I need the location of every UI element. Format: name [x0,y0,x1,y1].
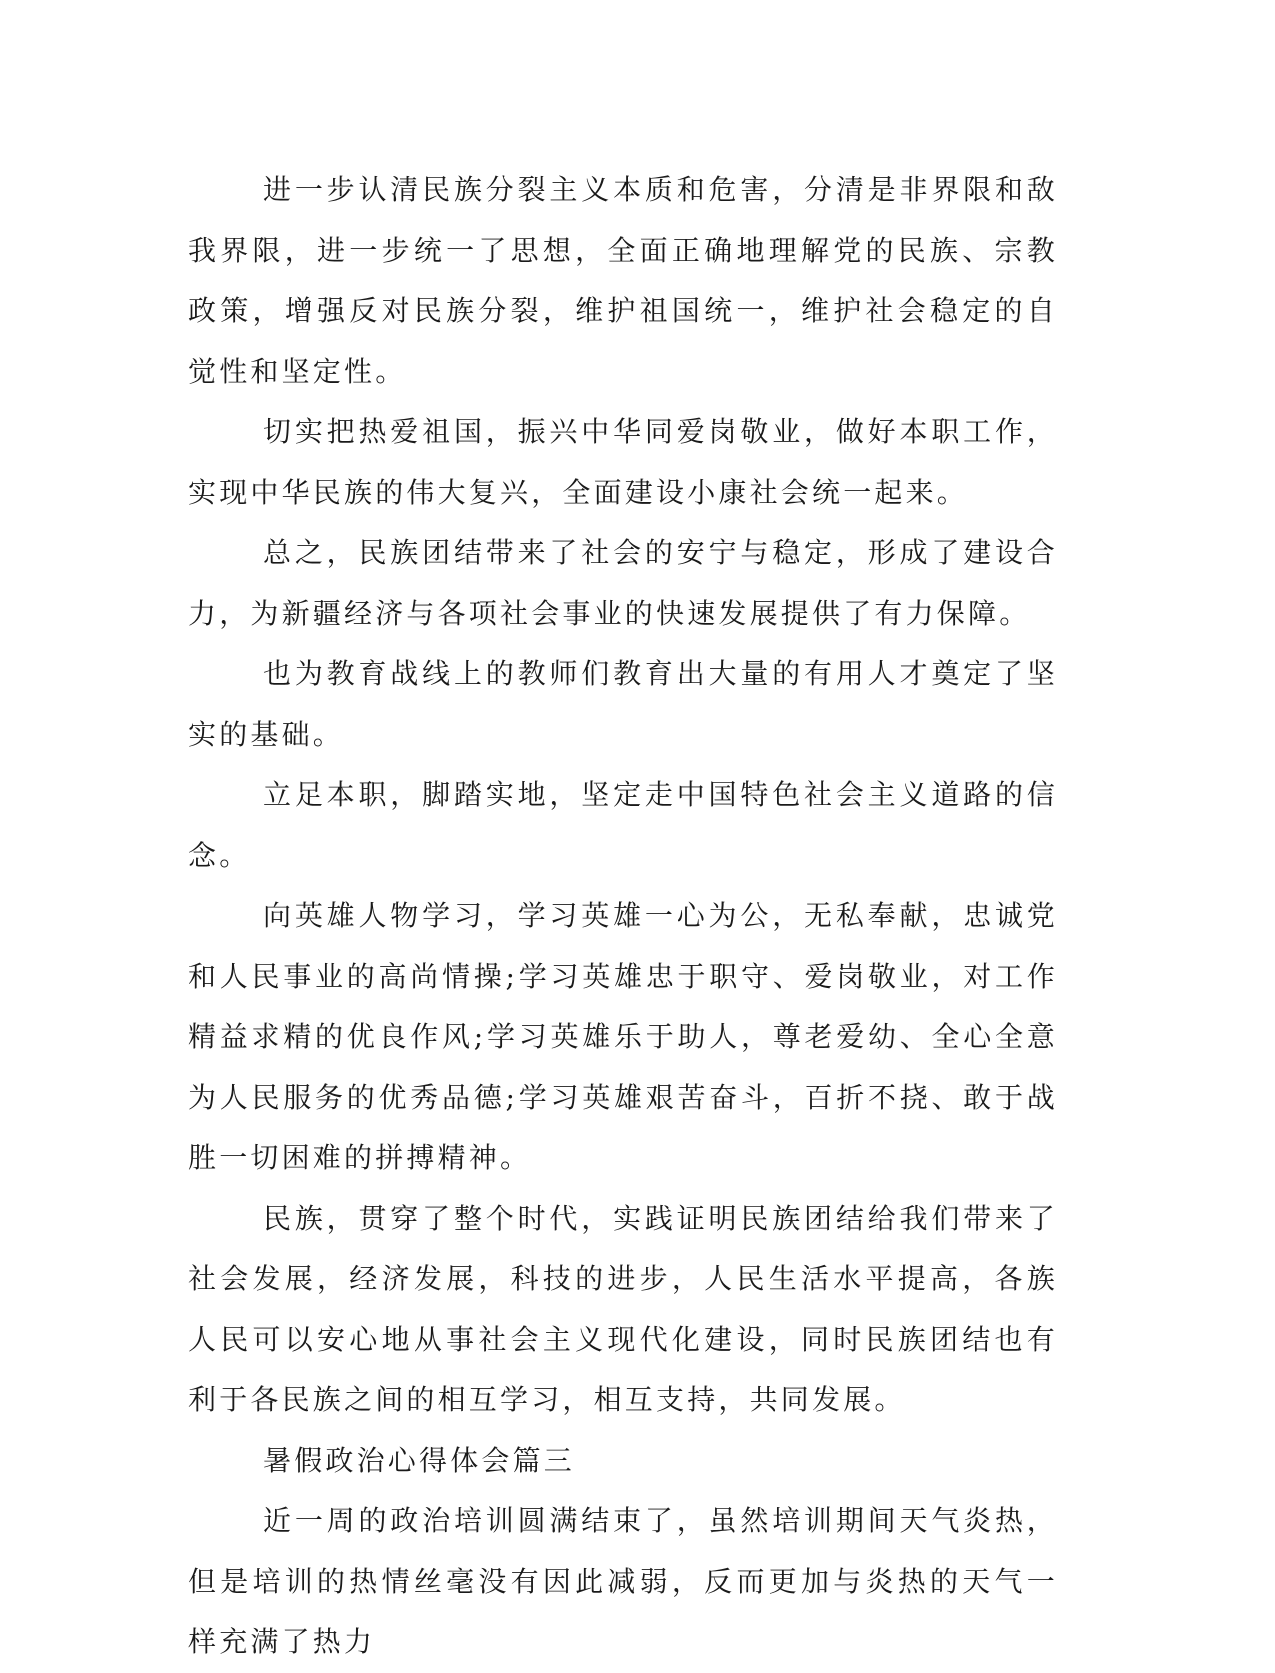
paragraph-7: 民族，贯穿了整个时代，实践证明民族团结给我们带来了社会发展，经济发展，科技的进步，人民生活水平提高，各族人民可以安心地从事社会主义现代化建设，同时民族团结也有利于各民族之间的相互学习，相互支持，共同发展。 [188,1201,1058,1416]
paragraph-1: 进一步认清民族分裂主义本质和危害，分清是非界限和敌我界限，进一步统一了思想，全面正确地理解党的民族、宗教政策，增强反对民族分裂，维护祖国统一，维护社会稳定的自觉性和坚定性。 [188,173,1058,388]
paragraph-6: 向英雄人物学习，学习英雄一心为公，无私奉献，忠诚党和人民事业的高尚情操;学习英雄忠于职守、爱岗敬业，对工作精益求精的优良作风;学习英雄乐于助人，尊老爱幼、全心全意为人民服务的优秀品德;学习英雄艰苦奋斗，百折不挠、敢于战胜一切困难的拼搏精神。 [188,899,1058,1174]
paragraph-4: 也为教育战线上的教师们教育出大量的有用人才奠定了坚实的基础。 [188,657,1058,751]
paragraph-8: 近一周的政治培训圆满结束了，虽然培训期间天气炎热，但是培训的热情丝毫没有因此减弱，反而更加与炎热的天气一样充满了热力 [188,1504,1058,1658]
paragraph-5: 立足本职，脚踏实地，坚定走中国特色社会主义道路的信念。 [188,778,1058,872]
section-heading: 暑假政治心得体会篇三 [263,1443,576,1477]
document-body [188,160,1058,1673]
paragraph-3: 总之，民族团结带来了社会的安宁与稳定，形成了建设合力，为新疆经济与各项社会事业的快速发展提供了有力保障。 [188,536,1058,630]
paragraph-2: 切实把热爱祖国，振兴中华同爱岗敬业，做好本职工作，实现中华民族的伟大复兴，全面建设小康社会统一起来。 [188,415,1058,509]
